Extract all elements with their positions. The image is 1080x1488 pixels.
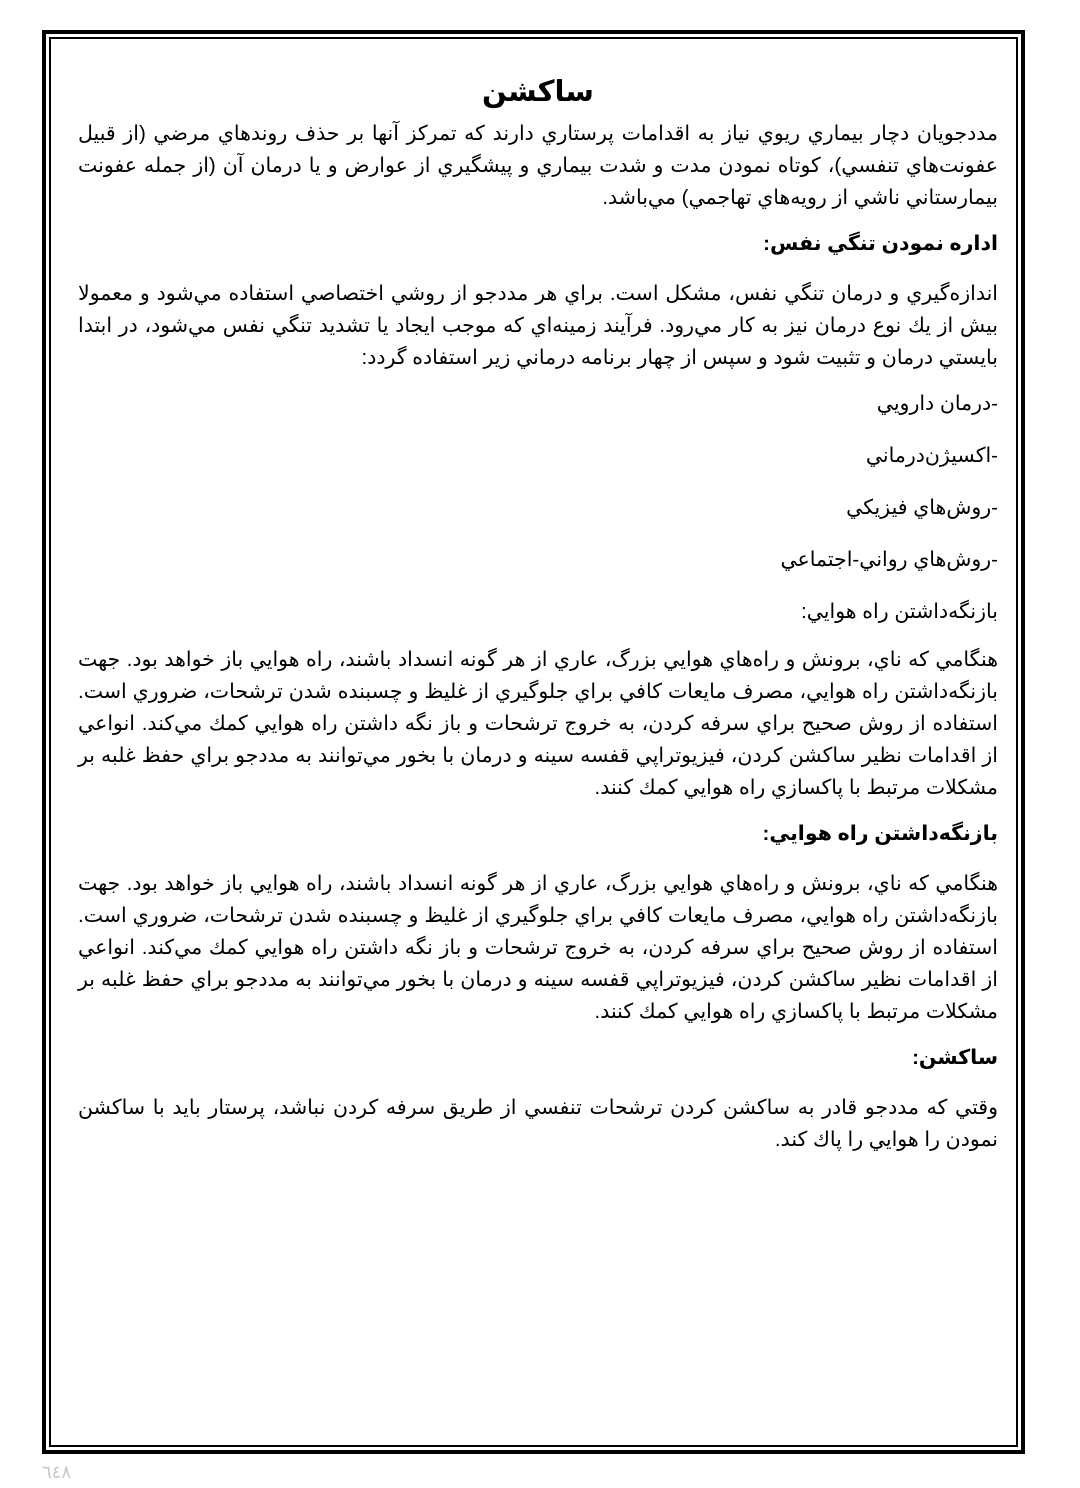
section-heading-suction: ساكشن: xyxy=(912,1046,998,1069)
document-body xyxy=(78,72,998,1170)
page-number-mark: ٦٤٨ xyxy=(42,1462,72,1482)
intro-paragraph: مددجويان دچار بيماري ريوي نياز به اقدامات پرستاري دارند كه تمركز آنها بر حذف روندهاي مرضي (از قبيل عفونت‌هاي تنفسي)، كوتاه نمودن مدت و شدت بيماري و پيشگيري از عوارض و يا درمان آن (از جمله عفونت بيمارستاني ناشي از رويه‌هاي تهاجمي) مي‌باشد. xyxy=(78,122,998,209)
list-item: -روش‌هاي رواني-اجتماعي xyxy=(780,548,998,571)
section-paragraph-dyspnea: اندازه‌گيري و درمان تنگي نفس، مشكل است. براي هر مددجو از روشي اختصاصي استفاده مي‌شود و معمولا بيش از يك نوع درمان نيز به كار مي‌رود. فرآيند زمينه‌اي كه موجب ايجاد يا تشديد تنگي نفس مي‌شود، در ابتدا بايستي درمان و تثبيت شود و سپس از چهار برنامه درماني زير استفاده گردد: xyxy=(78,282,998,369)
section-heading-airway-plain: بازنگه‌داشتن راه هوايي: xyxy=(801,600,998,623)
page-title: ساكشن xyxy=(482,76,594,108)
section-paragraph-suction: وقتي كه مددجو قادر به ساكشن كردن ترشحات تنفسي از طريق سرفه كردن نباشد، پرستار بايد با ساكشن نمودن را هوايي را پاك كند. xyxy=(78,1096,998,1151)
section-heading-dyspnea: اداره نمودن تنگي نفس: xyxy=(763,232,998,255)
treatment-list xyxy=(78,388,998,576)
list-item: -روش‌هاي فيزيكي xyxy=(846,496,998,519)
section-paragraph-airway-2: هنگامي كه ناي، برونش و راه‌هاي هوايي بزرگ، عاري از هر گونه انسداد باشند، راه هوايي باز خواهد بود. جهت بازنگه‌داشتن راه هوايي، مصرف مايعات كافي براي جلوگيري از غليظ و چسبنده شدن ترشحات، ضروري است. استفاده از روش صحيح براي سرفه كردن، به خروج ترشحات و باز نگه داشتن راه هوايي كمك مي‌كند. انواعي از اقدامات نظير ساكشن كردن، فيزيوتراپي قفسه سينه و درمان با بخور مي‌توانند به مددجو براي حفظ غلبه بر مشكلات مرتبط با پاكسازي راه هوايي كمك كنند. xyxy=(78,872,999,1023)
list-item: -درمان دارويي xyxy=(876,392,998,415)
list-item: -اكسيژن‌درماني xyxy=(865,444,998,467)
section-heading-airway-bold: بازنگه‌داشتن راه هوايي: xyxy=(762,822,998,845)
section-paragraph-airway-1: هنگامي كه ناي، برونش و راه‌هاي هوايي بزرگ، عاري از هر گونه انسداد باشند، راه هوايي باز خواهد بود. جهت بازنگه‌داشتن راه هوايي، مصرف مايعات كافي براي جلوگيري از غليظ و چسبنده شدن ترشحات، ضروري است. استفاده از روش صحيح براي سرفه كردن، به خروج ترشحات و باز نگه داشتن راه هوايي كمك مي‌كند. انواعي از اقدامات نظير ساكشن كردن، فيزيوتراپي قفسه سينه و درمان با بخور مي‌توانند به مددجو براي حفظ غلبه بر مشكلات مرتبط با پاكسازي راه هوايي كمك كنند. xyxy=(78,648,999,799)
